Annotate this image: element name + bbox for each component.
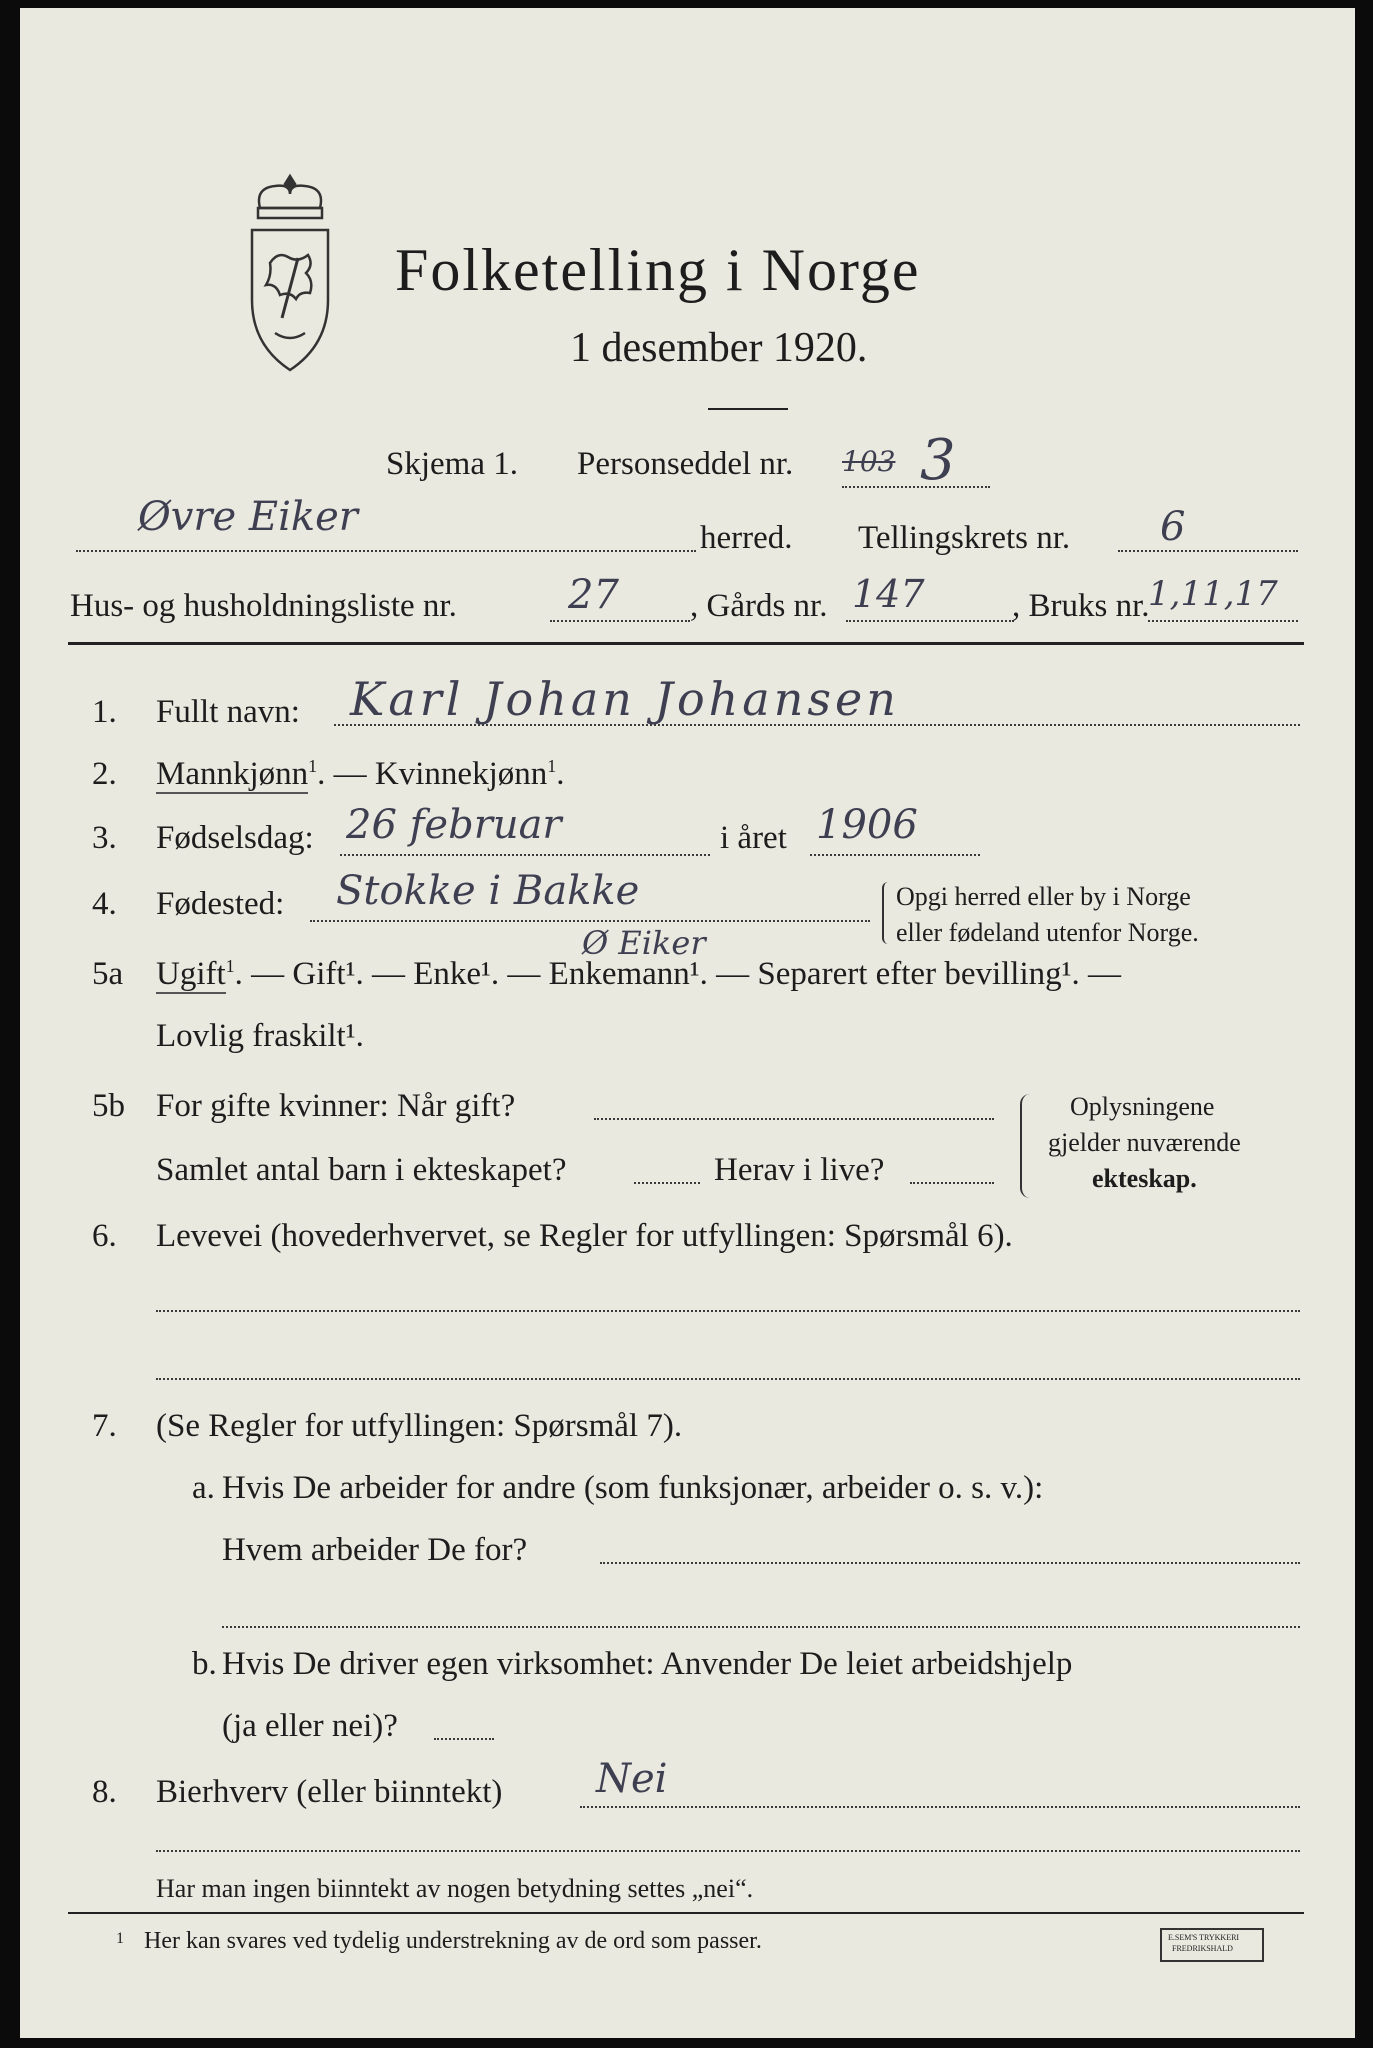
q5b-note-line2: gjelder nuværende (1048, 1128, 1241, 1157)
q5b-married-line (594, 1118, 994, 1120)
q5b-brace (1020, 1094, 1036, 1198)
printer-stamp (1160, 1928, 1264, 1962)
personseddel-line (842, 486, 990, 488)
bruks-line (1148, 620, 1298, 622)
q5b-note-line3: ekteskap. (1092, 1164, 1197, 1193)
q4-value-addition: Ø Eiker (582, 924, 706, 962)
q5b-alive-line (910, 1182, 994, 1184)
tellingskrets-label: Tellingskrets nr. (858, 520, 1071, 556)
q6-line-2 (156, 1378, 1300, 1380)
census-form (20, 8, 1355, 2038)
printer-stamp-line1: E.SEM'S TRYKKERI (1168, 1933, 1240, 1942)
norway-coat-of-arms-icon (230, 168, 350, 378)
q2-footnote-ref: 1 (308, 756, 318, 776)
q2-female-option: Kvinnekjønn (374, 756, 548, 792)
q7b-letter: b. (192, 1646, 217, 1682)
q7-number: 7. (92, 1408, 117, 1444)
bruks-value: 1,11,17 (1148, 574, 1278, 614)
form-title: Folketelling i Norge (395, 237, 921, 303)
q1-line (334, 724, 1300, 726)
q4-note-line2: eller fødeland utenfor Norge. (896, 918, 1199, 947)
q6-number: 6. (92, 1218, 117, 1254)
q6-label: Levevei (hovederhvervet, se Regler for utfyllingen: Spørsmål 6). (156, 1218, 1013, 1254)
hus-line (550, 620, 690, 622)
q8-line (580, 1806, 1300, 1808)
q7a-label-employer: Hvem arbeider De for? (222, 1532, 528, 1568)
q7b-label: Hvis De driver egen virksomhet: Anvender De leiet arbeidshjelp (222, 1646, 1073, 1682)
gards-label: , Gårds nr. (690, 588, 828, 624)
personseddel-value: 3 (920, 428, 956, 493)
q3-year-value: 1906 (816, 802, 918, 848)
personseddel-label: Personseddel nr. (577, 446, 794, 482)
herred-label: herred. (700, 520, 793, 556)
q2-male-option: Mannkjønn (156, 756, 309, 792)
q5a-number: 5a (92, 956, 124, 992)
q2-number: 2. (92, 756, 117, 792)
census-date: 1 desember 1920. (570, 325, 868, 371)
footer-divider (68, 1912, 1304, 1914)
herred-line (76, 550, 696, 552)
q6-line-1 (156, 1310, 1300, 1312)
q7-label: (Se Regler for utfyllingen: Spørsmål 7). (156, 1408, 683, 1444)
tellingskrets-value: 6 (1160, 504, 1186, 550)
q2-footnote-ref-2: 1 (547, 756, 557, 776)
q8-value: Nei (596, 1756, 668, 1802)
q2-end: . (556, 756, 565, 792)
q2-text (156, 756, 565, 793)
q7b-label-yesno: (ja eller nei)? (222, 1708, 398, 1744)
q7a-employer-line (600, 1562, 1300, 1564)
printer-stamp-line2: FREDRIKSHALD (1172, 1944, 1233, 1953)
q5b-label-alive: Herav i live? (714, 1152, 885, 1188)
q4-value: Stokke i Bakke (336, 868, 640, 914)
footnote-text: Her kan svares ved tydelig understrekning av de ord som passer. (144, 1928, 762, 1954)
q4-number: 4. (92, 886, 117, 922)
footer-note: Har man ingen biinntekt av nogen betydning settes „nei“. (156, 1874, 754, 1903)
schema-label: Skjema 1. (386, 446, 518, 482)
personseddel-struck-value: 103 (842, 445, 896, 478)
q5a-text (156, 956, 1121, 993)
q5b-label-married: For gifte kvinner: Når gift? (156, 1088, 516, 1124)
q7a-label: Hvis De arbeider for andre (som funksjonær, arbeider o. s. v.): (222, 1470, 1044, 1506)
q4-line (310, 920, 870, 922)
tellingskrets-line (1118, 550, 1298, 552)
q3-year-label: i året (720, 820, 787, 856)
q8-number: 8. (92, 1774, 117, 1810)
q5a-line2: Lovlig fraskilt¹. (156, 1018, 364, 1054)
q5a-other-options: . — Gift¹. — Enke¹. — Enkemann¹. — Separert efter bevilling¹. — (234, 956, 1122, 992)
q1-value: Karl Johan Johansen (350, 672, 900, 726)
q5b-label-children: Samlet antal barn i ekteskapet? (156, 1152, 567, 1188)
header-divider (68, 642, 1304, 645)
q5a-footnote-ref: 1 (225, 956, 235, 976)
q1-label: Fullt navn: (156, 694, 300, 730)
title-divider (708, 408, 788, 410)
footnote-mark: 1 (116, 1930, 124, 1947)
q4-brace (882, 882, 894, 944)
hus-value: 27 (568, 572, 619, 618)
q4-label: Fødested: (156, 886, 285, 922)
q1-number: 1. (92, 694, 117, 730)
q3-line (340, 854, 710, 856)
q4-note-line1: Opgi herred eller by i Norge (896, 882, 1191, 911)
q5b-number: 5b (92, 1088, 125, 1124)
q3-number: 3. (92, 820, 117, 856)
q5b-children-line (634, 1182, 700, 1184)
q7a-line-2 (222, 1626, 1300, 1628)
gards-value: 147 (852, 572, 925, 616)
q8-line-2 (156, 1850, 1300, 1852)
hus-label: Hus- og husholdningsliste nr. (70, 588, 457, 624)
q3-label: Fødselsdag: (156, 820, 314, 856)
herred-value: Øvre Eiker (138, 494, 358, 540)
q7a-letter: a. (192, 1470, 215, 1506)
q3-value: 26 februar (346, 802, 562, 848)
q2-separator: . — (317, 756, 375, 792)
q5b-note-line1: Oplysningene (1070, 1092, 1215, 1121)
q7b-line (434, 1738, 494, 1740)
q8-label: Bierhverv (eller biinntekt) (156, 1774, 503, 1810)
q3-year-line (810, 854, 980, 856)
bruks-label: , Bruks nr. (1012, 588, 1150, 624)
gards-line (846, 620, 1014, 622)
q5a-ugift-option: Ugift (156, 956, 226, 992)
